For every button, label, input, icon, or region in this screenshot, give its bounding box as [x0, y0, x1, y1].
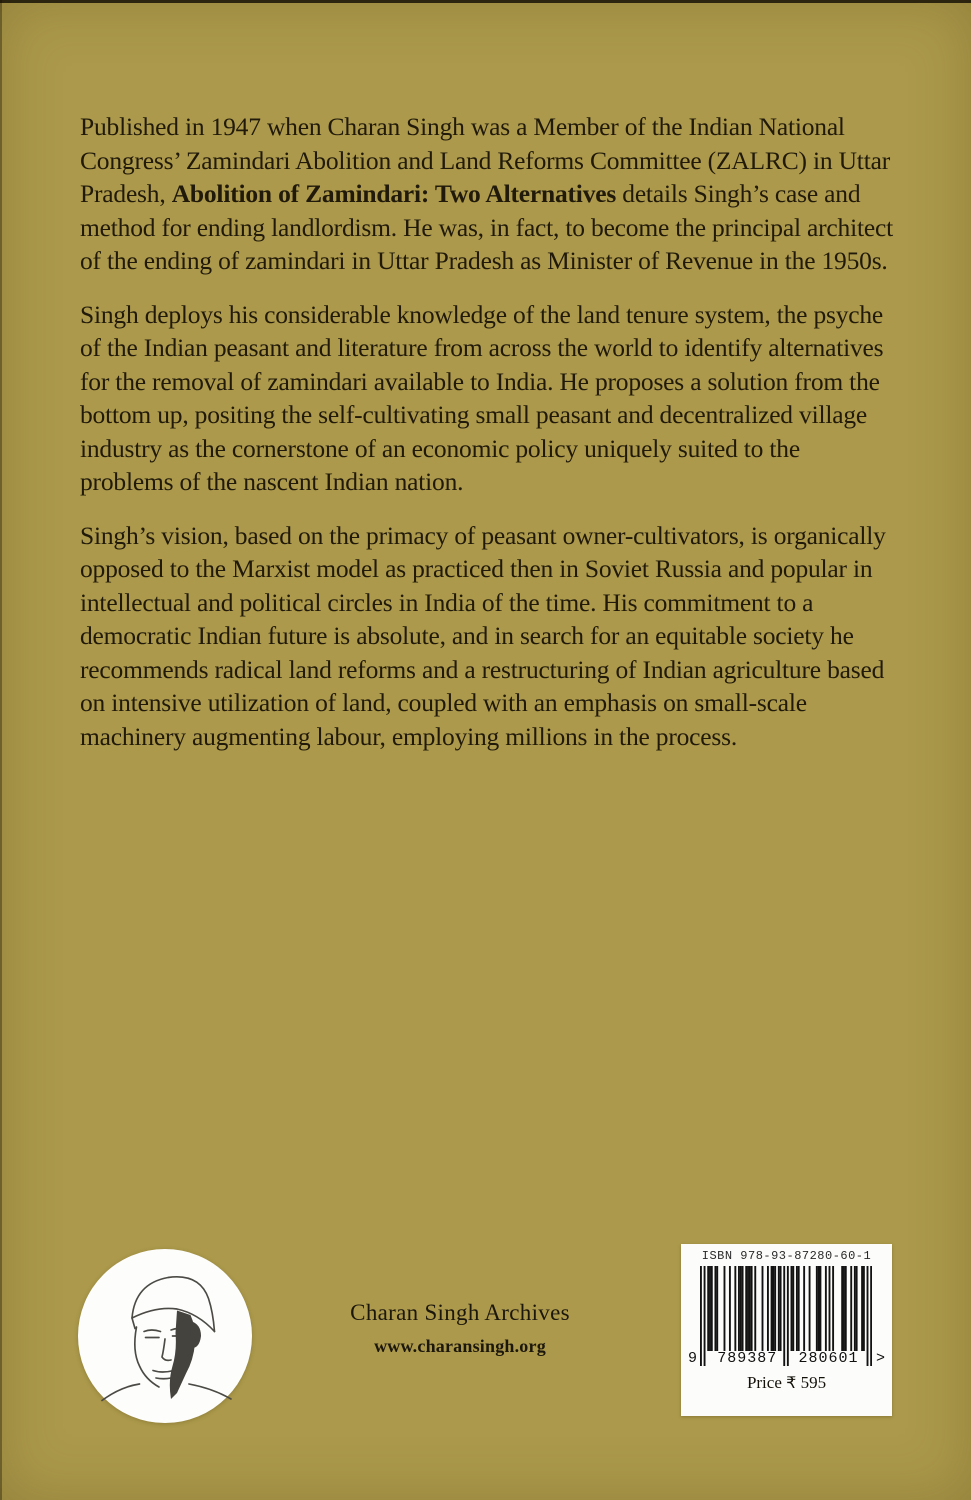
- ean-digit-group2: 280601: [798, 1350, 859, 1367]
- barcode: [688, 1266, 885, 1367]
- ean-digit-first: 9: [688, 1350, 698, 1367]
- price-prefix: Price: [746, 1373, 782, 1392]
- body-paragraph: [80, 110, 896, 278]
- ean-quiet-zone-mark: >: [875, 1350, 885, 1367]
- publisher-block: [310, 1300, 610, 1357]
- charan-singh-portrait-icon: [90, 1261, 240, 1411]
- publisher-name: Charan Singh Archives: [350, 1300, 570, 1325]
- isbn-number: ISBN 978-93-87280-60-1: [701, 1249, 872, 1263]
- paragraph-segment: details Singh’s case and method for ending landlordism. He was, in fact, to become the principal architect of the ending of zamindari in Uttar Pradesh as Minister of Revenue in the 1950s.: [80, 179, 893, 275]
- ean-digits: [688, 1350, 885, 1368]
- body-paragraph: [80, 298, 896, 499]
- book-title-emphasis: Abolition of Zamindari: Two Alternatives: [171, 179, 617, 208]
- price-label: [689, 1373, 884, 1393]
- paragraph-segment: Published in 1947 when Charan Singh was a Member of the Indian National Congress’ Zamindari Abolition and Land Reforms Committee (ZALRC) in Uttar Pradesh,: [80, 112, 890, 208]
- ean-digit-group1: 789387: [717, 1350, 778, 1367]
- body-paragraph: [80, 519, 896, 754]
- publisher-website: www.charansingh.org: [374, 1336, 546, 1356]
- paragraph-segment: Singh’s vision, based on the primacy of peasant owner-cultivators, is organically opposed to the Marxist model as practiced then in Soviet Russia and popular in intellectual and political circles in India of the time. His commitment to a democratic Indian future is absolute, and in search for an equitable society he recommends radical land reforms and a restructuring of Indian agriculture based on intensive utilization of land, coupled with an emphasis on small-scale machinery augmenting labour, employing millions in the process.: [80, 520, 886, 751]
- price-amount: 595: [800, 1373, 827, 1392]
- isbn-barcode-panel: [681, 1244, 892, 1416]
- rupee-icon: ₹: [786, 1373, 797, 1392]
- publisher-logo: [78, 1249, 252, 1423]
- body-text: [80, 110, 896, 773]
- paragraph-segment: Singh deploys his considerable knowledge of the land tenure system, the psyche of the Indian peasant and literature from across the world to identify alternatives for the removal of zamindari available to India. He proposes a solution from the bottom up, positing the self-cultivating small peasant and decentralized village industry as the cornerstone of an economic policy uniquely suited to the problems of the nascent Indian nation.: [80, 299, 884, 496]
